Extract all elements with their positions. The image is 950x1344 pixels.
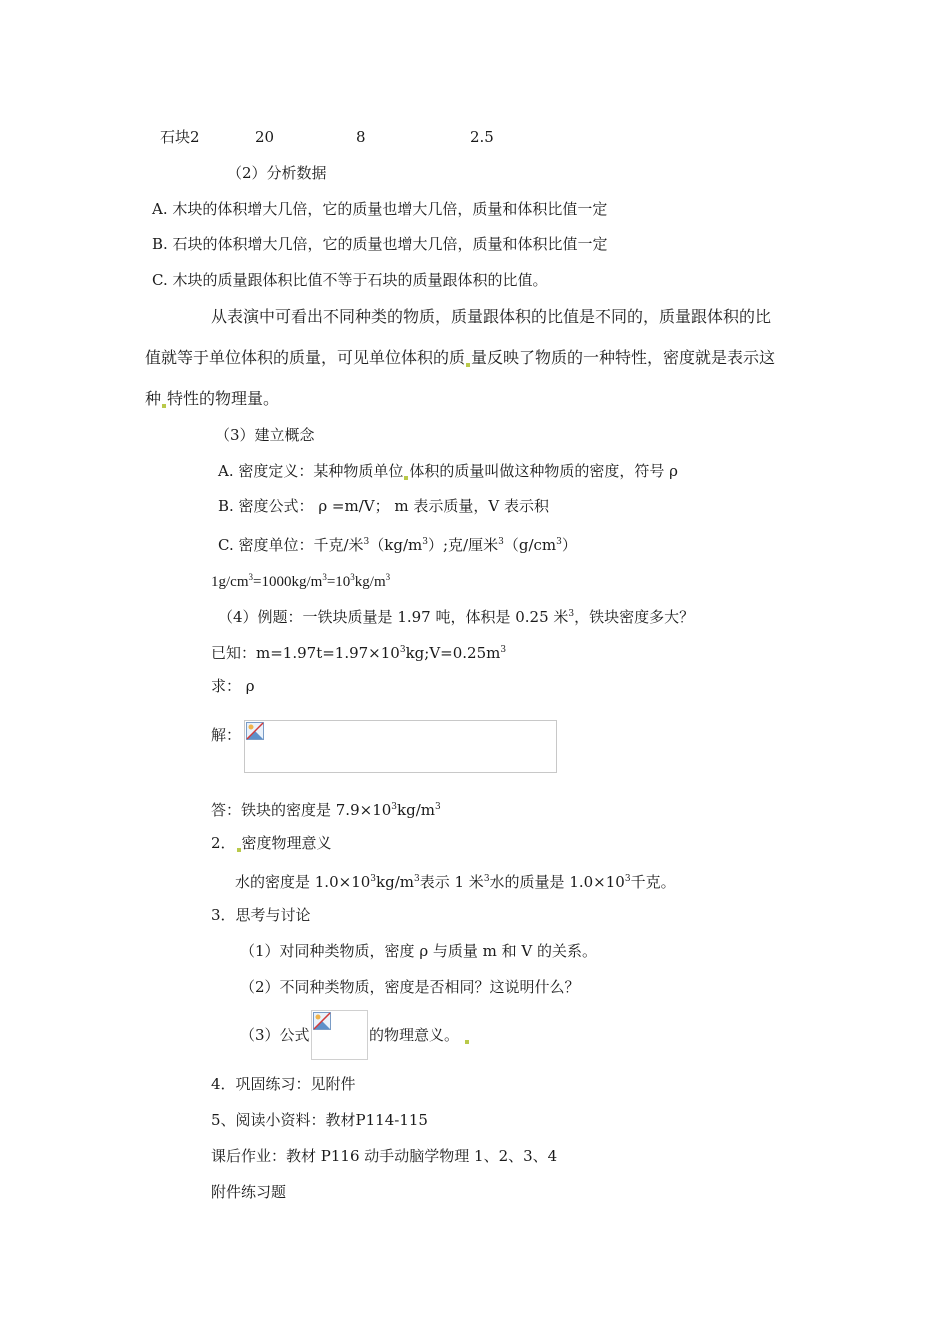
- meaning-text-b: kg/m: [376, 873, 414, 891]
- conv-d: =10: [326, 574, 351, 590]
- answer-a: 答：铁块的密度是 7.9×10: [211, 801, 392, 819]
- sup-3: 3: [500, 645, 507, 655]
- sup-3: 3: [624, 874, 631, 884]
- discuss-q1: （1）对同种类物质，密度 ρ 与质量 m 和 V 的关系。: [240, 942, 598, 960]
- unit-text-d: （g/cm: [503, 536, 557, 554]
- row-cell-2: 8: [356, 128, 366, 146]
- discuss-q2: （2）不同种类物质，密度是否相同？这说明什么？: [240, 978, 580, 996]
- para-line-2: [145, 348, 775, 368]
- practice-line: 4．巩固练习：见附件: [211, 1075, 356, 1093]
- formula-image-placeholder: [311, 1010, 368, 1060]
- sup-3: 3: [350, 572, 355, 582]
- sup-3: 3: [391, 802, 398, 812]
- discuss-q3-b: [369, 1025, 470, 1045]
- concept-def-b: 体积的质量叫做这种物质的密度，符号 ρ: [409, 462, 678, 480]
- appendix-line: 附件练习题: [211, 1183, 287, 1201]
- marker-icon: [466, 363, 470, 367]
- example-find: 求： ρ: [211, 677, 255, 695]
- analyze-c: C. 木块的质量跟体积比值不等于石块的质量跟体积的比值。: [152, 271, 548, 289]
- example-q-b: ，铁块密度多大？: [574, 608, 695, 626]
- concept-unit: [218, 532, 577, 555]
- conv-e: kg/m: [354, 574, 386, 590]
- unit-text-a: C. 密度单位：千克/米: [218, 536, 364, 554]
- answer-b: kg/: [397, 801, 421, 819]
- discuss-q3-a: （3）公式: [240, 1026, 310, 1044]
- para-line-1: 从表演中可看出不同种类的物质，质量跟体积的比值是不同的，质量跟体积的比: [211, 307, 772, 326]
- example-solve-label: 解：: [211, 726, 242, 744]
- para-line-2b: 量反映了物质的一种特性，密度就是表示这: [471, 348, 776, 367]
- solution-image-placeholder: [244, 720, 557, 773]
- sup-3: 3: [435, 802, 441, 812]
- given-a: 已知：m=1.97t=1.97×10: [211, 644, 400, 662]
- meaning-text-e: 千克。: [630, 873, 676, 891]
- meaning-title-a: 2．: [211, 834, 236, 852]
- discuss-q3-b-text: 的物理意义。: [369, 1026, 460, 1044]
- sup-3: 3: [385, 572, 391, 582]
- broken-image-icon: [313, 1012, 331, 1030]
- sup-3: 3: [556, 537, 562, 547]
- example-q-a: （4）例题：一铁块质量是 1.97 吨，体积是 0.25 米: [218, 608, 569, 626]
- para-line-2a: 值就等于单位体积的质量，可见单位体积的质: [145, 348, 466, 367]
- reading-line: 5、阅读小资料：教材P114-115: [211, 1111, 428, 1129]
- sup-3: 3: [483, 874, 490, 884]
- concept-def-a: A. 密度定义：某种物质单位: [218, 462, 404, 480]
- meaning-text: [235, 869, 676, 892]
- meaning-text-a: 水的密度是 1.0×10: [235, 873, 371, 891]
- sup-3: 3: [370, 874, 377, 884]
- sup-3: 3: [413, 874, 420, 884]
- meaning-title: [211, 833, 332, 853]
- sup-3: 3: [422, 537, 428, 547]
- unit-text-c: ）;克/厘米: [428, 536, 499, 554]
- concept-title: （3）建立概念: [215, 426, 315, 444]
- sup-3: 3: [568, 609, 575, 619]
- analyze-b: B. 石块的体积增大几倍，它的质量也增大几倍，质量和体积比值一定: [152, 235, 608, 253]
- homework-line: 课后作业：教材 P116 动手动脑学物理 1、2、3、4: [211, 1147, 558, 1165]
- given-b: kg;V=0.25m: [405, 644, 501, 662]
- marker-icon: [465, 1040, 469, 1044]
- conv-c: m: [310, 574, 323, 590]
- meaning-title-b: 密度物理意义: [241, 834, 332, 852]
- row-cell-3: 2.5: [470, 128, 494, 146]
- conv-b: =1000kg/: [253, 574, 311, 590]
- unit-text-b: （kg/m: [369, 536, 423, 554]
- concept-formula: B. 密度公式： ρ =m/V； m 表示质量，V 表示积: [218, 497, 549, 515]
- sup-3: 3: [248, 572, 253, 582]
- example-given: [211, 640, 506, 663]
- meaning-text-d: 水的质量是 1.0×10: [489, 873, 625, 891]
- answer-c: m: [420, 801, 435, 819]
- row-name: 石块2: [160, 128, 200, 146]
- analyze-title: （2）分析数据: [227, 164, 327, 182]
- conv-a: 1g/cm: [211, 574, 249, 590]
- para-line-3b: 特性的物理量。: [167, 389, 280, 408]
- example-question: [218, 604, 694, 627]
- analyze-a: A. 木块的体积增大几倍，它的质量也增大几倍，质量和体积比值一定: [152, 200, 608, 218]
- broken-image-icon: [246, 722, 264, 740]
- example-answer: [211, 797, 441, 820]
- concept-conversion: [211, 567, 390, 592]
- concept-definition: [218, 461, 678, 481]
- sup-3: 3: [399, 645, 406, 655]
- para-line-3: [145, 389, 279, 409]
- marker-icon: [237, 848, 241, 852]
- row-cell-1: 20: [255, 128, 275, 146]
- sup-3: 3: [363, 537, 370, 547]
- marker-icon: [404, 476, 408, 480]
- meaning-text-c: 表示 1 米: [419, 873, 484, 891]
- discuss-title: 3．思考与讨论: [211, 906, 311, 924]
- sup-3: 3: [498, 537, 504, 547]
- unit-text-e: ）: [561, 536, 577, 554]
- sup-3: 3: [322, 572, 327, 582]
- para-line-3a: 种: [145, 389, 162, 408]
- marker-icon: [162, 404, 166, 408]
